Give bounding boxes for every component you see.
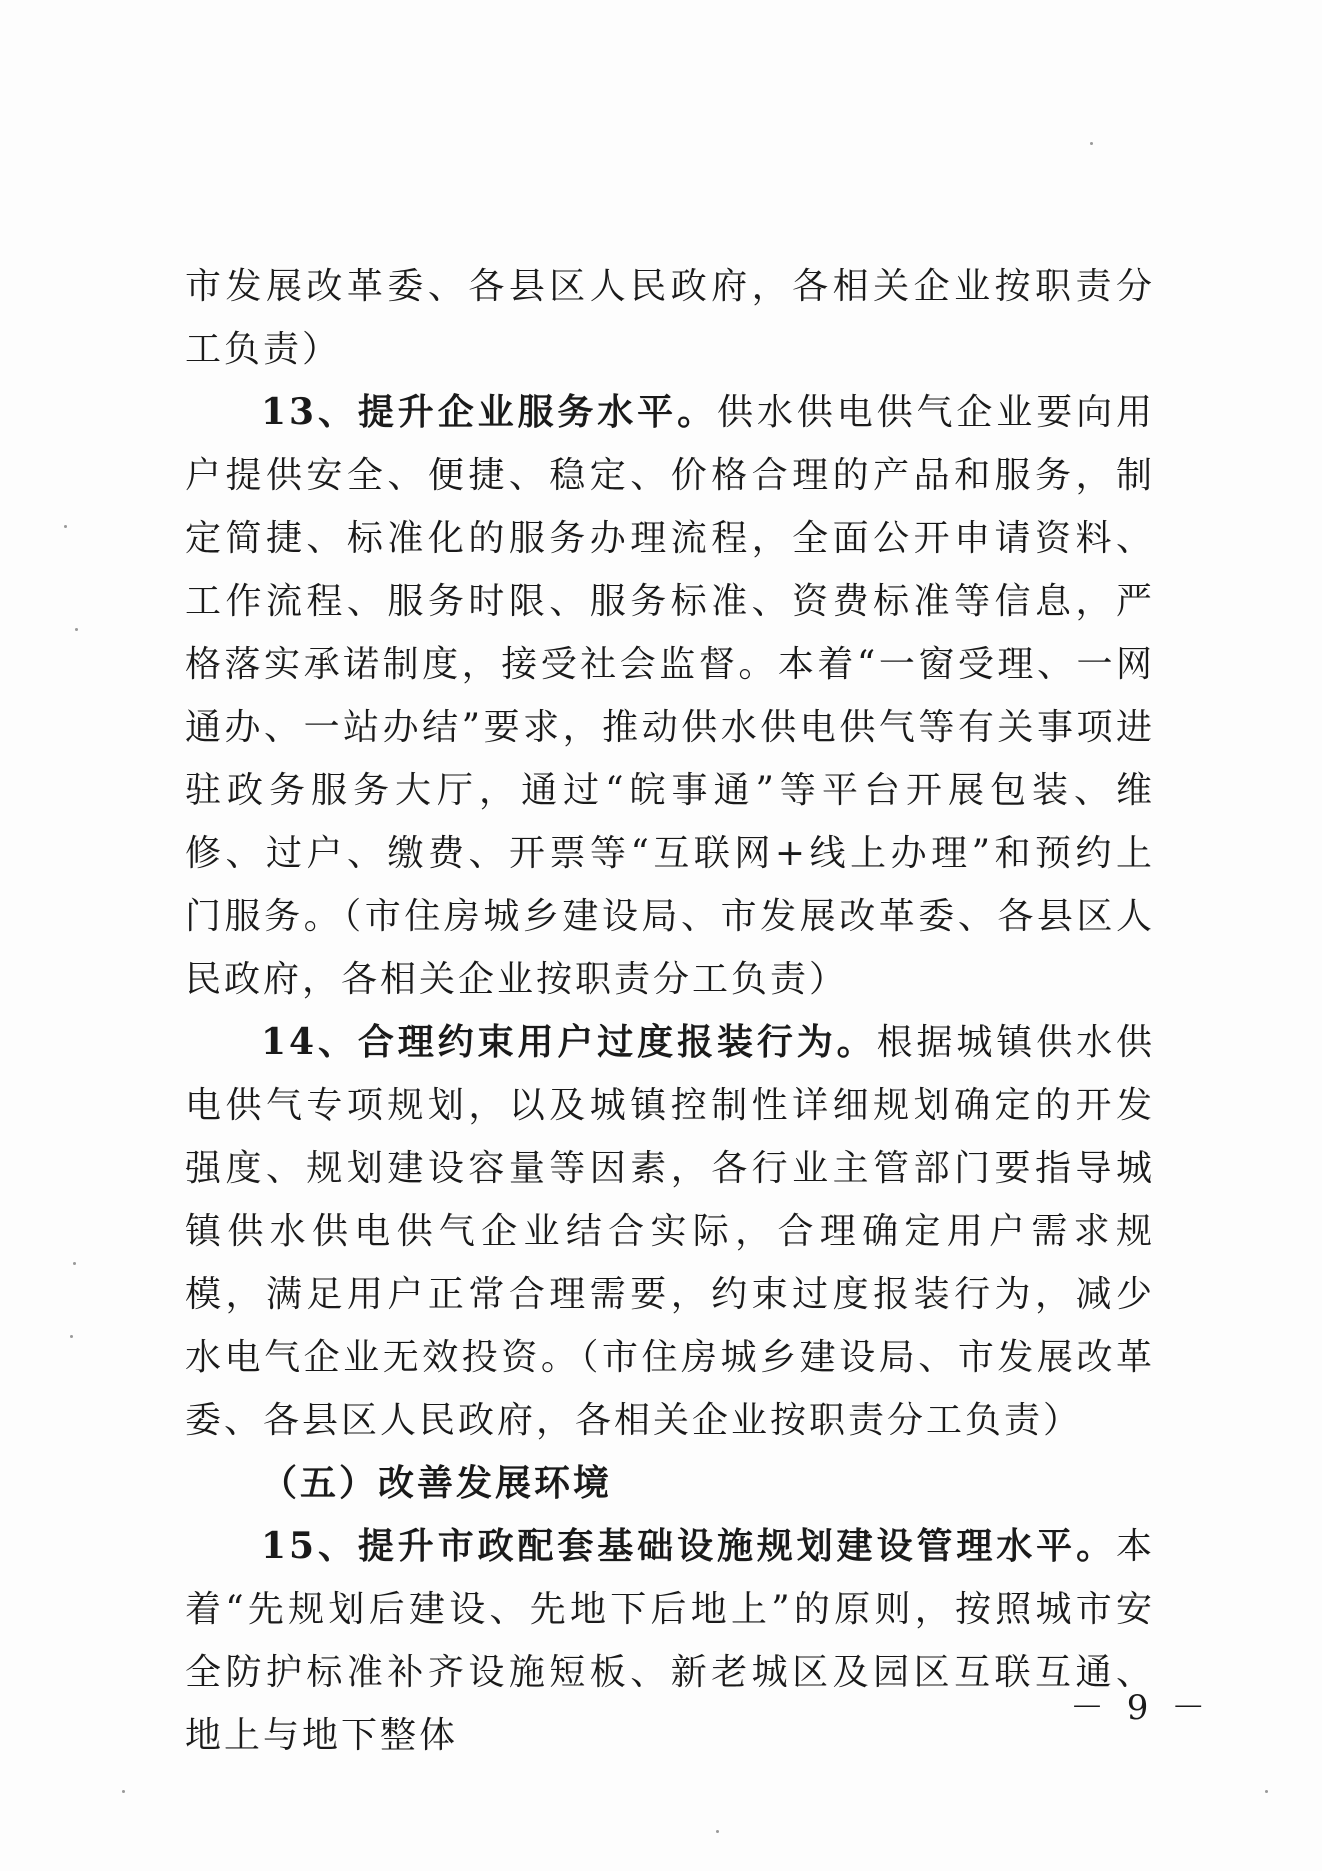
scan-speck bbox=[122, 1790, 125, 1793]
scan-speck bbox=[73, 1262, 76, 1265]
item-14-heading: 14、合理约束用户过度报装行为。 bbox=[261, 1021, 877, 1063]
section-5-heading: （五）改善发展环境 bbox=[261, 1462, 613, 1504]
item-13-heading: 13、提升企业服务水平。 bbox=[261, 391, 717, 433]
document-body bbox=[185, 255, 1155, 1767]
item-13-text: 供水供电供气企业要向用户提供安全、便捷、稳定、价格合理的产品和服务，制定简捷、标准化的服务办理流程，全面公开申请资料、工作流程、服务时限、服务标准、资费标准等信息，严格落实承诺制度，接受社会监督。本着“一窗受理、一网通办、一站办结”要求，推动供水供电供气等有关事项进驻政务服务大厅，通过“皖事通”等平台开展包装、维修、过户、缴费、开票等“互联网+线上办理”和预约上门服务。（市住房城乡建设局、市发展改革委、各县区人民政府，各相关企业按职责分工负责） bbox=[185, 392, 1155, 1000]
paragraph-continued: 市发展改革委、各县区人民政府，各相关企业按职责分工负责） bbox=[185, 266, 1155, 370]
scan-speck bbox=[1265, 1790, 1268, 1793]
scan-speck bbox=[1090, 142, 1093, 145]
paragraph-item-15 bbox=[185, 1515, 1155, 1767]
item-15-text: 本着“先规划后建设、先地下后地上”的原则，按照城市安全防护标准补齐设施短板、新老城区及园区互联互通、地上与地下整体 bbox=[185, 1526, 1155, 1756]
scan-speck bbox=[716, 1830, 719, 1833]
paragraph-item-13 bbox=[185, 381, 1155, 1011]
item-14-text: 根据城镇供水供电供气专项规划，以及城镇控制性详细规划确定的开发强度、规划建设容量等因素，各行业主管部门要指导城镇供水供电供气企业结合实际，合理确定用户需求规模，满足用户正常合理需要，约束过度报装行为，减少水电气企业无效投资。（市住房城乡建设局、市发展改革委、各县区人民政府，各相关企业按职责分工负责） bbox=[185, 1022, 1155, 1441]
item-15-heading: 15、提升市政配套基础设施规划建设管理水平。 bbox=[261, 1525, 1116, 1567]
page-number: － 9 － bbox=[1070, 1688, 1212, 1728]
scan-speck bbox=[64, 525, 67, 528]
scan-speck bbox=[75, 628, 78, 631]
paragraph-item-14 bbox=[185, 1011, 1155, 1452]
scan-speck bbox=[70, 1335, 73, 1338]
